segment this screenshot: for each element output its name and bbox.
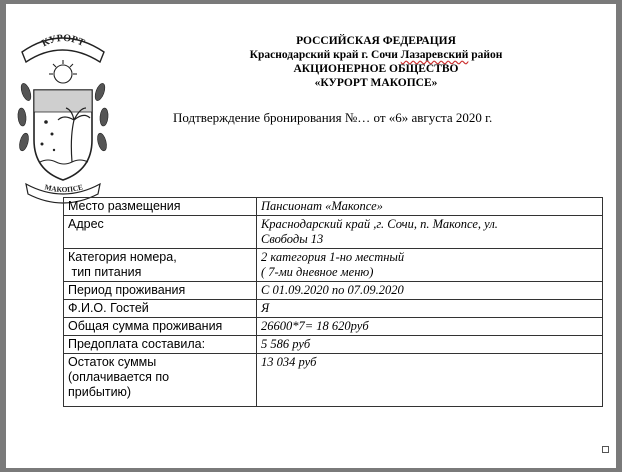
table-resize-handle[interactable]	[602, 446, 609, 453]
row-value: 13 034 руб	[257, 354, 603, 407]
row-label: Место размещения	[64, 198, 257, 216]
sun-icon	[49, 60, 77, 83]
table-row	[64, 318, 603, 336]
row-value: Краснодарский край ,г. Сочи, п. Макопсе, ул. Свободы 13	[257, 216, 603, 249]
table-row	[64, 354, 603, 407]
row-value: 2 категория 1-но местный ( 7-ми дневное меню)	[257, 249, 603, 282]
document-page	[6, 4, 616, 468]
emblem-top-text: КУРОРТ	[40, 32, 87, 50]
row-value: Пансионат «Макопсе»	[257, 198, 603, 216]
table-row	[64, 216, 603, 249]
row-label: Адрес	[64, 216, 257, 249]
table-row	[64, 282, 603, 300]
row-value: Я	[257, 300, 603, 318]
row-label: Предоплата составила:	[64, 336, 257, 354]
table-row	[64, 249, 603, 282]
table-row	[64, 336, 603, 354]
header-company-type: АКЦИОНЕРНОЕ ОБЩЕСТВО	[293, 63, 459, 75]
row-value: 26600*7= 18 620руб	[257, 318, 603, 336]
row-label: Остаток суммы (оплачивается по прибытию)	[64, 354, 257, 407]
row-label: Общая сумма проживания	[64, 318, 257, 336]
row-label: Ф.И.О. Гостей	[64, 300, 257, 318]
booking-confirmation-title: Подтверждение бронирования №… от «6» августа 2020 г.	[173, 110, 493, 125]
row-value: 5 586 руб	[257, 336, 603, 354]
header-country: РОССИЙСКАЯ ФЕДЕРАЦИЯ	[296, 35, 456, 47]
row-label: Категория номера, тип питания	[64, 249, 257, 282]
table-row	[64, 198, 603, 216]
row-value: С 01.09.2020 по 07.09.2020	[257, 282, 603, 300]
row-label: Период проживания	[64, 282, 257, 300]
table-row	[64, 300, 603, 318]
header-region: Краснодарский край г. Сочи Лазаревский район	[249, 49, 503, 61]
document-header	[186, 34, 566, 90]
resort-coat-of-arms-emblem	[12, 22, 114, 204]
booking-details-table	[63, 197, 603, 407]
emblem-bottom-text: МАКОПСЕ	[43, 182, 84, 195]
header-company-name: «КУРОРТ МАКОПСЕ»	[314, 77, 438, 89]
